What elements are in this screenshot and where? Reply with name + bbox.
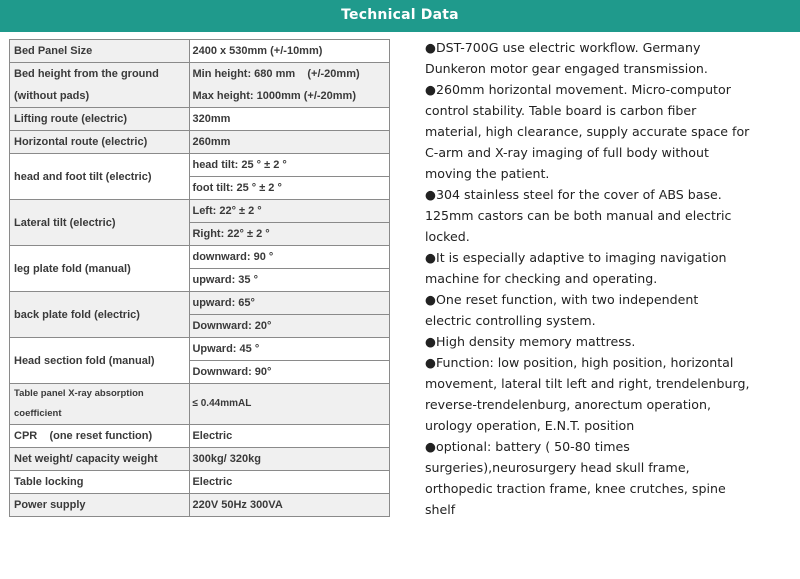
- spec-label: CPR (one reset function): [10, 425, 190, 448]
- description-line: ●Function: low position, high position, horizontal: [425, 355, 734, 370]
- description-line: shelf: [425, 502, 456, 517]
- table-row: [10, 471, 390, 494]
- spec-value: [190, 63, 390, 108]
- spec-value: downward: 90 °: [190, 246, 390, 269]
- table-row: [10, 425, 390, 448]
- spec-label-line: Bed height from the ground: [14, 68, 159, 80]
- description-line: C-arm and X-ray imaging of full body without: [425, 145, 709, 160]
- spec-value: Downward: 20°: [190, 315, 390, 338]
- description-line: reverse-trendelenburg, anorectum operation,: [425, 397, 711, 412]
- spec-label-line: coefficient: [14, 408, 62, 419]
- spec-label: Horizontal route (electric): [10, 131, 190, 154]
- table-row: [10, 154, 390, 177]
- spec-value: Electric: [190, 425, 390, 448]
- description-line: ●304 stainless steel for the cover of ABS base.: [425, 187, 722, 202]
- spec-value: Upward: 45 °: [190, 338, 390, 361]
- spec-value: 320mm: [190, 108, 390, 131]
- spec-label: Power supply: [10, 494, 190, 517]
- spec-label-line: (without pads): [14, 90, 90, 102]
- description-line: material, high clearance, supply accurate space for: [425, 124, 750, 139]
- description-line: orthopedic traction frame, knee crutches, spine: [425, 481, 726, 496]
- description-line: urology operation, E.N.T. position: [425, 418, 635, 433]
- table-row: [10, 40, 390, 63]
- spec-label-line: Table panel X-ray absorption: [14, 388, 144, 399]
- spec-value-line: Max height: 1000mm (+/-20mm): [192, 90, 356, 102]
- table-row: [10, 63, 390, 108]
- spec-label: head and foot tilt (electric): [10, 154, 190, 200]
- spec-value-line: Min height: 680 mm (+/-20mm): [192, 68, 360, 80]
- description-line: ●260mm horizontal movement. Micro-computor: [425, 82, 731, 97]
- spec-value: 260mm: [190, 131, 390, 154]
- spec-value: Electric: [190, 471, 390, 494]
- description-line: ●optional: battery ( 50-80 times: [425, 439, 630, 454]
- description-line: ●High density memory mattress.: [425, 334, 636, 349]
- description-line: ●One reset function, with two independent: [425, 292, 699, 307]
- spec-value: upward: 35 °: [190, 269, 390, 292]
- table-row: [10, 384, 390, 425]
- description-line: locked.: [425, 229, 470, 244]
- table-row: [10, 292, 390, 315]
- spec-label: Head section fold (manual): [10, 338, 190, 384]
- description-line: control stability. Table board is carbon fiber: [425, 103, 697, 118]
- spec-value: Downward: 90°: [190, 361, 390, 384]
- spec-value: Left: 22° ± 2 °: [190, 200, 390, 223]
- description-line: movement, lateral tilt left and right, trendelenburg,: [425, 376, 750, 391]
- spec-label: [10, 384, 190, 425]
- spec-value: upward: 65°: [190, 292, 390, 315]
- table-row: [10, 108, 390, 131]
- spec-value: head tilt: 25 ° ± 2 °: [190, 154, 390, 177]
- spec-label: Bed Panel Size: [10, 40, 190, 63]
- spec-value: foot tilt: 25 ° ± 2 °: [190, 177, 390, 200]
- spec-label: Lifting route (electric): [10, 108, 190, 131]
- description-line: ●DST-700G use electric workflow. Germany: [425, 40, 701, 55]
- spec-label: Lateral tilt (electric): [10, 200, 190, 246]
- page-title: Technical Data: [341, 7, 459, 23]
- description-line: 125mm castors can be both manual and electric: [425, 208, 732, 223]
- spec-value: 220V 50Hz 300VA: [190, 494, 390, 517]
- table-row: [10, 338, 390, 361]
- description-line: surgeries),neurosurgery head skull frame,: [425, 460, 690, 475]
- spec-value: Right: 22° ± 2 °: [190, 223, 390, 246]
- spec-table: [9, 39, 390, 517]
- description-line: ●It is especially adaptive to imaging navigation: [425, 250, 727, 265]
- spec-value: ≤ 0.44mmAL: [190, 384, 390, 425]
- table-row: [10, 200, 390, 223]
- description-line: moving the patient.: [425, 166, 550, 181]
- table-row: [10, 494, 390, 517]
- description-line: Dunkeron motor gear engaged transmission.: [425, 61, 708, 76]
- description-line: electric controlling system.: [425, 313, 596, 328]
- spec-label: back plate fold (electric): [10, 292, 190, 338]
- table-row: [10, 131, 390, 154]
- spec-label: [10, 63, 190, 108]
- spec-label: Table locking: [10, 471, 190, 494]
- description-line: machine for checking and operating.: [425, 271, 658, 286]
- spec-value: 2400 x 530mm (+/-10mm): [190, 40, 390, 63]
- spec-label: leg plate fold (manual): [10, 246, 190, 292]
- spec-label: Net weight/ capacity weight: [10, 448, 190, 471]
- spec-value: 300kg/ 320kg: [190, 448, 390, 471]
- table-row: [10, 448, 390, 471]
- header-banner: [0, 0, 800, 32]
- table-row: [10, 246, 390, 269]
